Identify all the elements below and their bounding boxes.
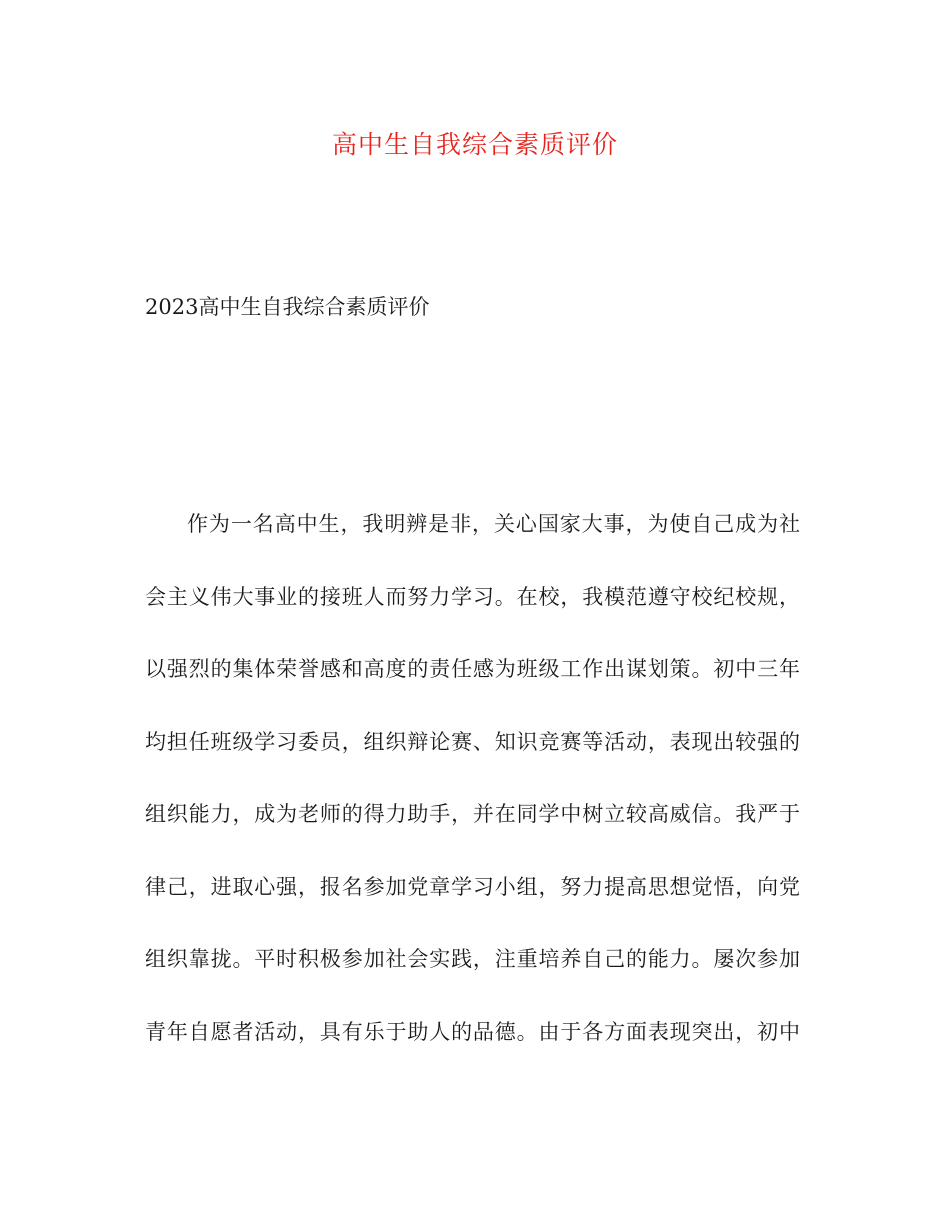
body-line: 律己，进取心强，报名参加党章学习小组，努力提高思想觉悟，向党	[145, 874, 800, 899]
body-line: 会主义伟大事业的接班人而努力学习。在校，我模范遵守校纪校规，	[145, 584, 800, 609]
document-subtitle: 2023高中生自我综合素质评价	[145, 295, 430, 319]
body-line: 青年自愿者活动，具有乐于助人的品德。由于各方面表现突出，初中	[145, 1019, 800, 1044]
body-line: 作为一名高中生，我明辨是非，关心国家大事，为使自己成为社	[187, 512, 800, 536]
body-line: 以强烈的集体荣誉感和高度的责任感为班级工作出谋划策。初中三年	[145, 657, 800, 681]
body-line: 组织靠拢。平时积极参加社会实践，注重培养自己的能力。屡次参加	[145, 947, 800, 971]
document-title: 高中生自我综合素质评价	[331, 130, 618, 159]
body-line: 组织能力，成为老师的得力助手，并在同学中树立较高威信。我严于	[145, 802, 800, 826]
body-line: 均担任班级学习委员，组织辩论赛、知识竞赛等活动，表现出较强的	[145, 729, 800, 754]
body-paragraph	[145, 506, 800, 1086]
